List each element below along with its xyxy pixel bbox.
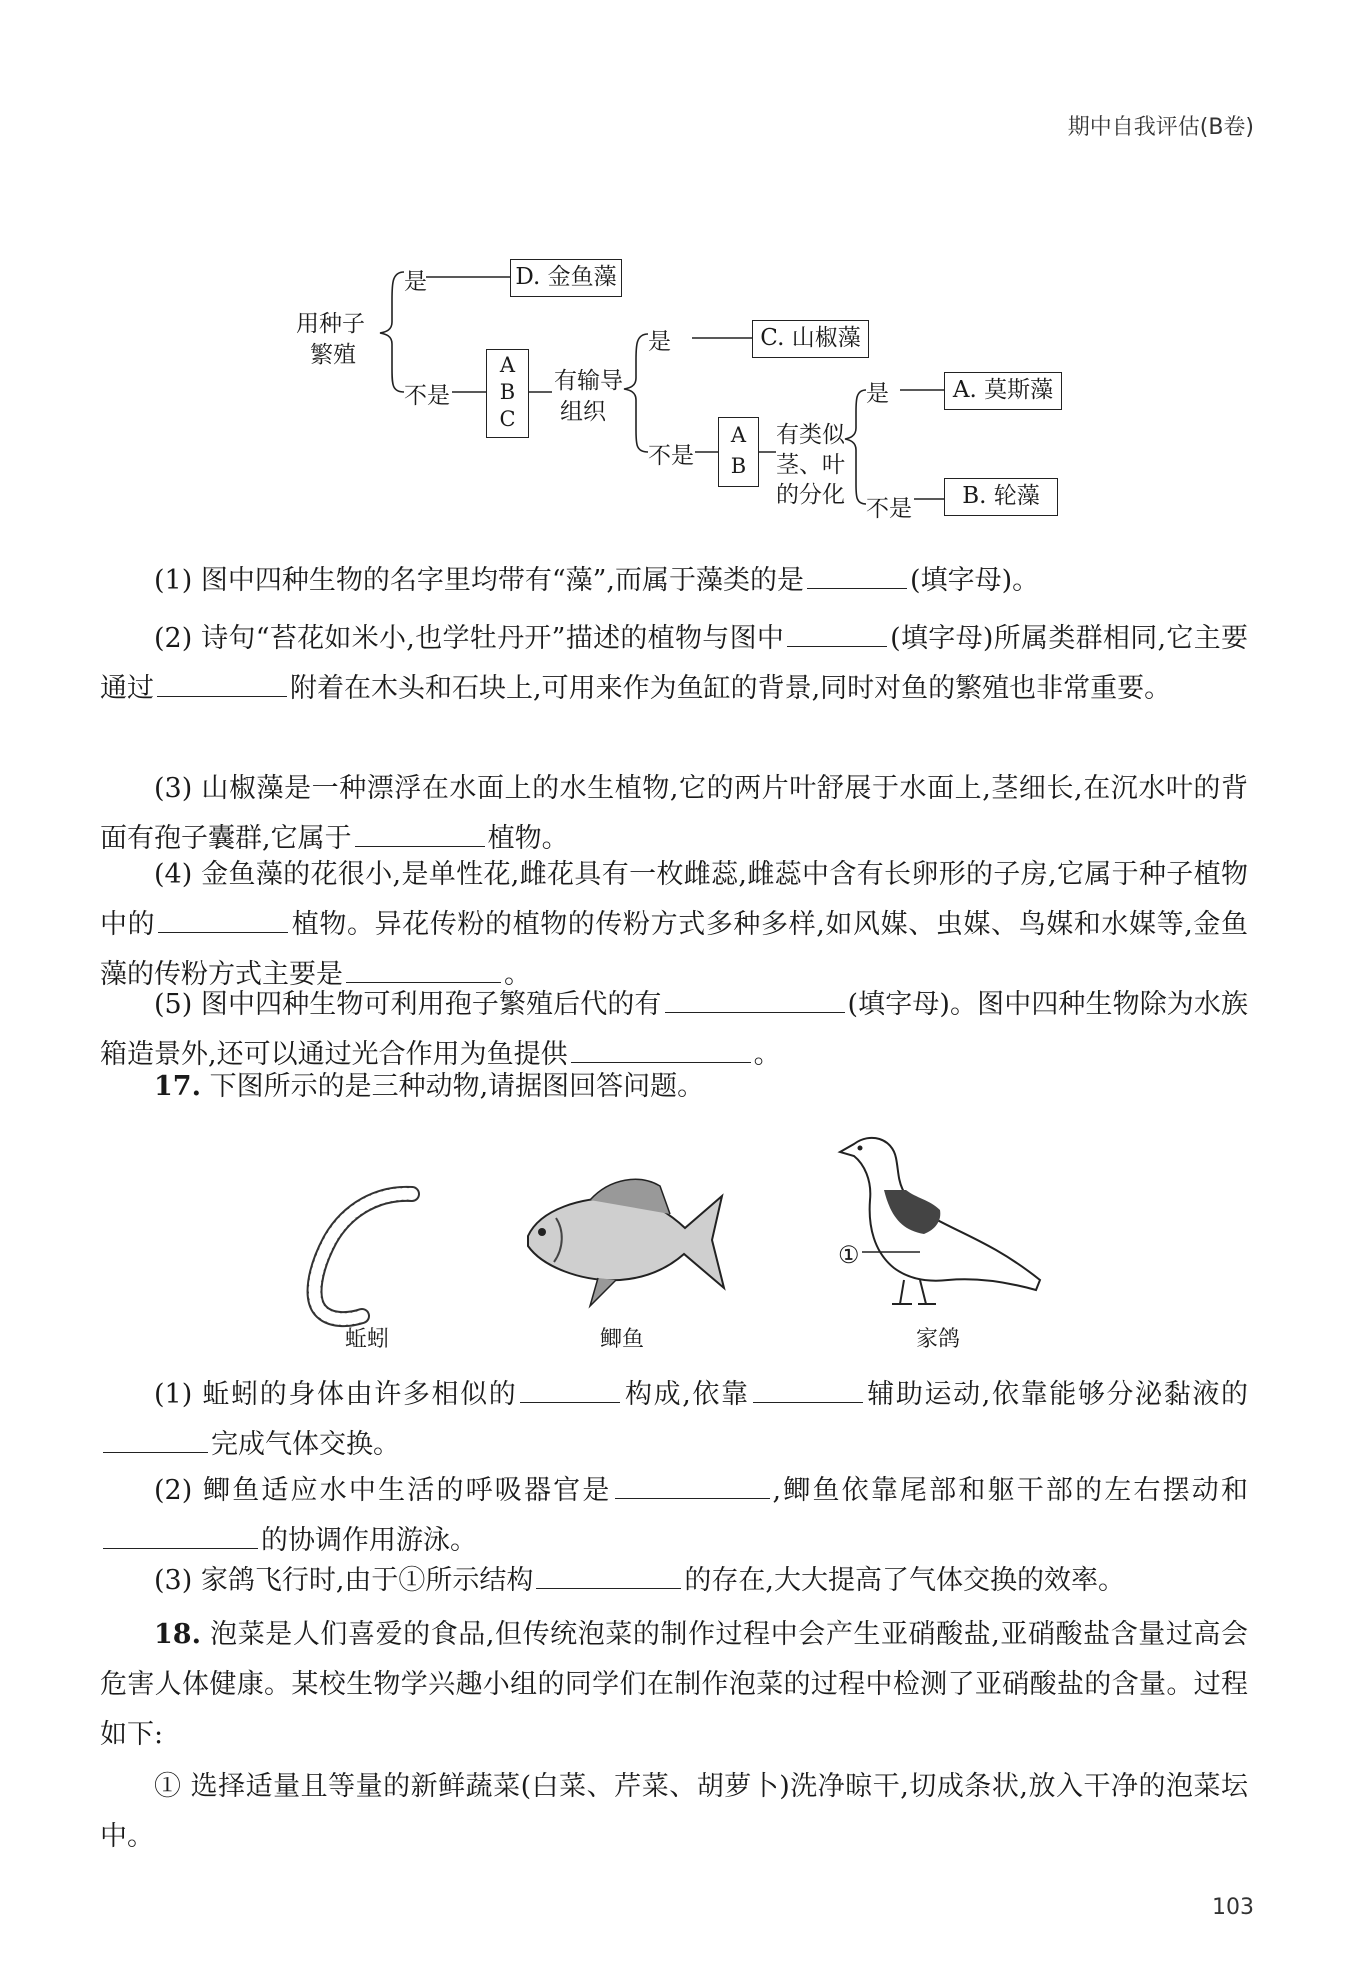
answer-blank[interactable]: [615, 1472, 770, 1499]
key-q2b: 组织: [560, 399, 606, 425]
key-yes-2: 是: [648, 329, 671, 355]
key-q1b: 繁殖: [310, 342, 356, 368]
pigeon-illustration: [830, 1130, 1050, 1315]
q17-part3: (3) 家鸽飞行时,由于①所示结构 的存在,大大提高了气体交换的效率。: [100, 1556, 1248, 1606]
crucian-carp-illustration: [520, 1170, 730, 1310]
key-q3b: 茎、叶: [776, 452, 845, 478]
key-q3: 有类似: [776, 422, 845, 448]
key-lines: [0, 0, 1350, 560]
key-no-2: 不是: [648, 443, 694, 469]
answer-blank[interactable]: [665, 986, 845, 1013]
q17-stem: 17. 下图所示的是三种动物,请据图回答问题。: [154, 1071, 705, 1102]
key-no-3: 不是: [866, 496, 912, 522]
key-box-c: C. 山椒藻: [752, 320, 869, 358]
key-q2: 有输导: [554, 368, 623, 394]
key-box-abc: A B C: [486, 349, 529, 438]
answer-blank[interactable]: [807, 562, 907, 589]
caption-pigeon: 家鸽: [916, 1327, 961, 1352]
caption-earthworm: 蚯蚓: [345, 1327, 390, 1352]
key-yes-3: 是: [866, 381, 889, 407]
q18-stem: 18. 泡菜是人们喜爱的食品,但传统泡菜的制作过程中会产生亚硝酸盐,亚硝酸盐含量过高会危害人体健康。某校生物学兴趣小组的同学们在制作泡菜的过程中检测了亚硝酸盐的含量。过程如下:: [100, 1619, 1248, 1750]
q16-part2: (2) 诗句“苔花如米小,也学牡丹开”描述的植物与图中 (填字母)所属类群相同,它主要通过 附着在木头和石块上,可用来作为鱼缸的背景,同时对鱼的繁殖也非常重要。: [100, 614, 1248, 714]
key-box-b: B. 轮藻: [944, 478, 1058, 516]
answer-blank[interactable]: [103, 1426, 208, 1453]
q16-part1: (1) 图中四种生物的名字里均带有“藻”,而属于藻类的是 (填字母)。: [100, 556, 1248, 606]
key-box-ab: A B: [718, 417, 759, 487]
answer-blank[interactable]: [520, 1376, 620, 1403]
q16-part3: (3) 山椒藻是一种漂浮在水面上的水生植物,它的两片叶舒展于水面上,茎细长,在沉水叶的背面有孢子囊群,它属于 植物。: [100, 773, 1248, 854]
q16-part4: (4) 金鱼藻的花很小,是单性花,雌花具有一枚雌蕊,雌蕊中含有长卵形的子房,它属于种子植物中的 植物。异花传粉的植物的传粉方式多种多样,如风媒、虫媒、鸟媒和水媒等,金鱼藻的传粉方式主要是 。: [100, 859, 1248, 990]
key-q3c: 的分化: [776, 482, 845, 508]
q16-part5: (5) 图中四种生物可利用孢子繁殖后代的有 (填字母)。图中四种生物除为水族箱造景外,还可以通过光合作用为鱼提供 。: [100, 980, 1248, 1080]
answer-blank[interactable]: [157, 670, 287, 697]
answer-blank[interactable]: [753, 1376, 863, 1403]
answer-blank[interactable]: [158, 906, 288, 933]
q17-part2: (2) 鲫鱼适应水中生活的呼吸器官是 ,鲫鱼依靠尾部和躯干部的左右摆动和的协调作用游泳。: [100, 1466, 1248, 1566]
key-box-d: D. 金鱼藻: [510, 259, 622, 297]
earthworm-illustration: [300, 1180, 430, 1330]
marker-1: ①: [838, 1241, 860, 1269]
answer-blank[interactable]: [355, 820, 485, 847]
key-box-a: A. 莫斯藻: [944, 372, 1062, 410]
answer-blank[interactable]: [571, 1036, 751, 1063]
key-q1: 用种子: [296, 311, 365, 337]
q18-step1: ① 选择适量且等量的新鲜蔬菜(白菜、芹菜、胡萝卜)洗净晾干,切成条状,放入干净的泡菜坛中。: [100, 1771, 1248, 1852]
page-header: 期中自我评估(B卷): [1067, 115, 1254, 140]
q17-part1: (1) 蚯蚓的身体由许多相似的 构成,依靠 辅助运动,依靠能够分泌黏液的完成气体交换。: [100, 1370, 1248, 1470]
key-yes-1: 是: [404, 269, 427, 295]
answer-blank[interactable]: [346, 956, 501, 983]
key-no-1: 不是: [404, 383, 450, 409]
answer-blank[interactable]: [787, 620, 887, 647]
caption-crucian-carp: 鲫鱼: [600, 1327, 645, 1352]
page-number: 103: [1212, 1895, 1254, 1920]
answer-blank[interactable]: [536, 1562, 681, 1589]
answer-blank[interactable]: [103, 1522, 258, 1549]
